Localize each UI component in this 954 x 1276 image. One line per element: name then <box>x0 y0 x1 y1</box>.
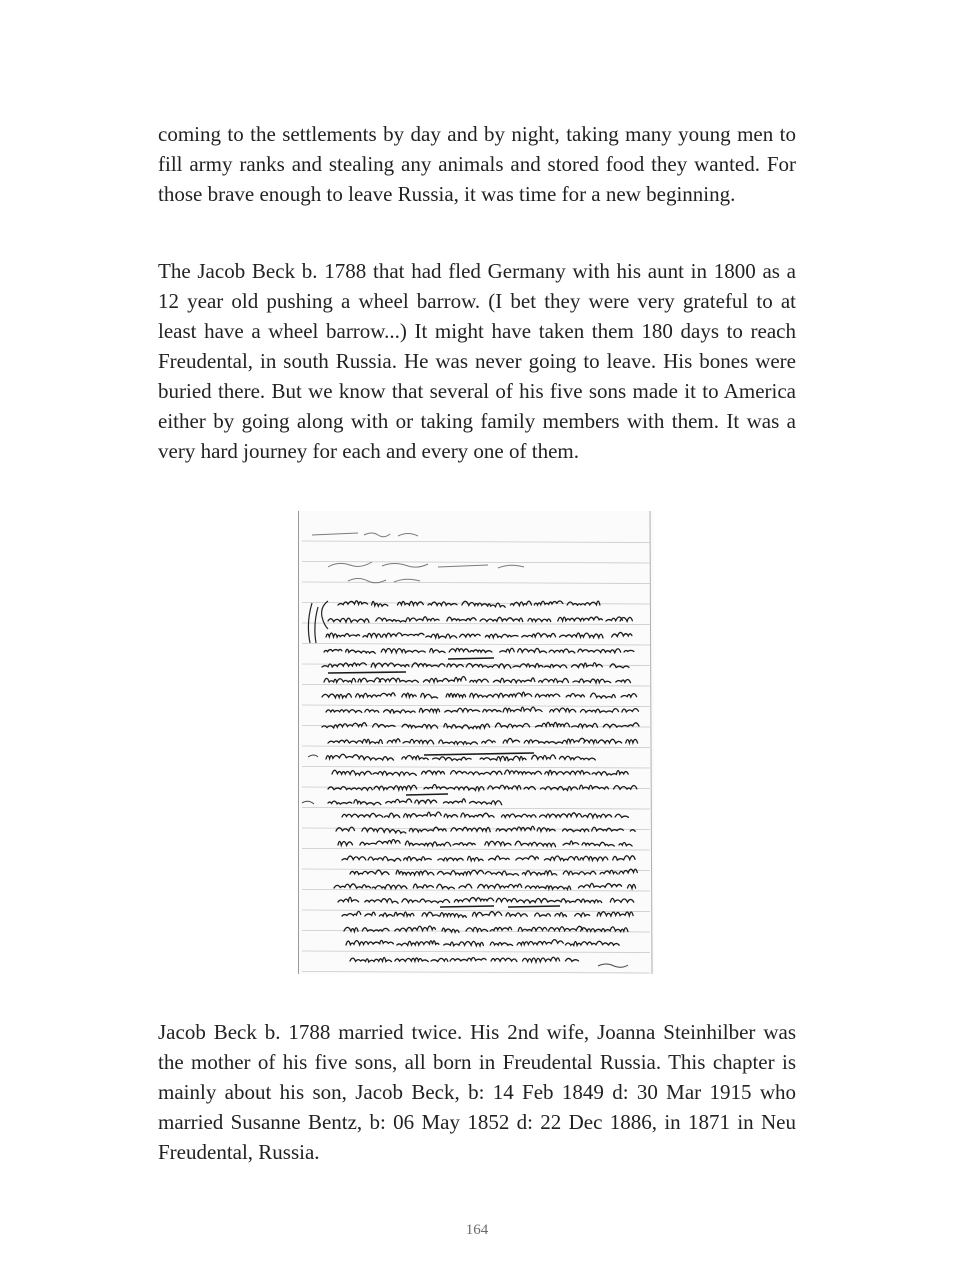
handwritten-letter-scan <box>298 511 654 974</box>
paragraph-2: The Jacob Beck b. 1788 that had fled Germany with his aunt in 1800 as a 12 year old pushing a wheel barrow. (I bet they were very grateful to at least have a wheel barrow...) It might have taken them 180 days to reach Freudental, in south Russia. He was never going to leave. His bones were buried there. But we know that several of his five sons made it to America either by going along with or taking family members with them. It was a very hard journey for each and every one of them. <box>158 259 796 463</box>
paragraph-1: coming to the settlements by day and by night, taking many young men to fill army ranks and stealing any animals and stored food they wanted. For those brave enough to leave Russia, it was time for a new beginning. <box>158 122 796 206</box>
paragraph-3: Jacob Beck b. 1788 married twice. His 2nd wife, Joanna Steinhilber was the mother of his five sons, all born in Freudental Russia. This chapter is mainly about his son, Jacob Beck, b: 14 Feb 1849 d: 30 Mar 1915 who married Susanne Bentz, b: 06 May 1852 d: 22 Dec 1886, in 1871 in Neu Freudental, Russia. <box>158 1020 796 1164</box>
page-number: 164 <box>465 1222 489 1238</box>
